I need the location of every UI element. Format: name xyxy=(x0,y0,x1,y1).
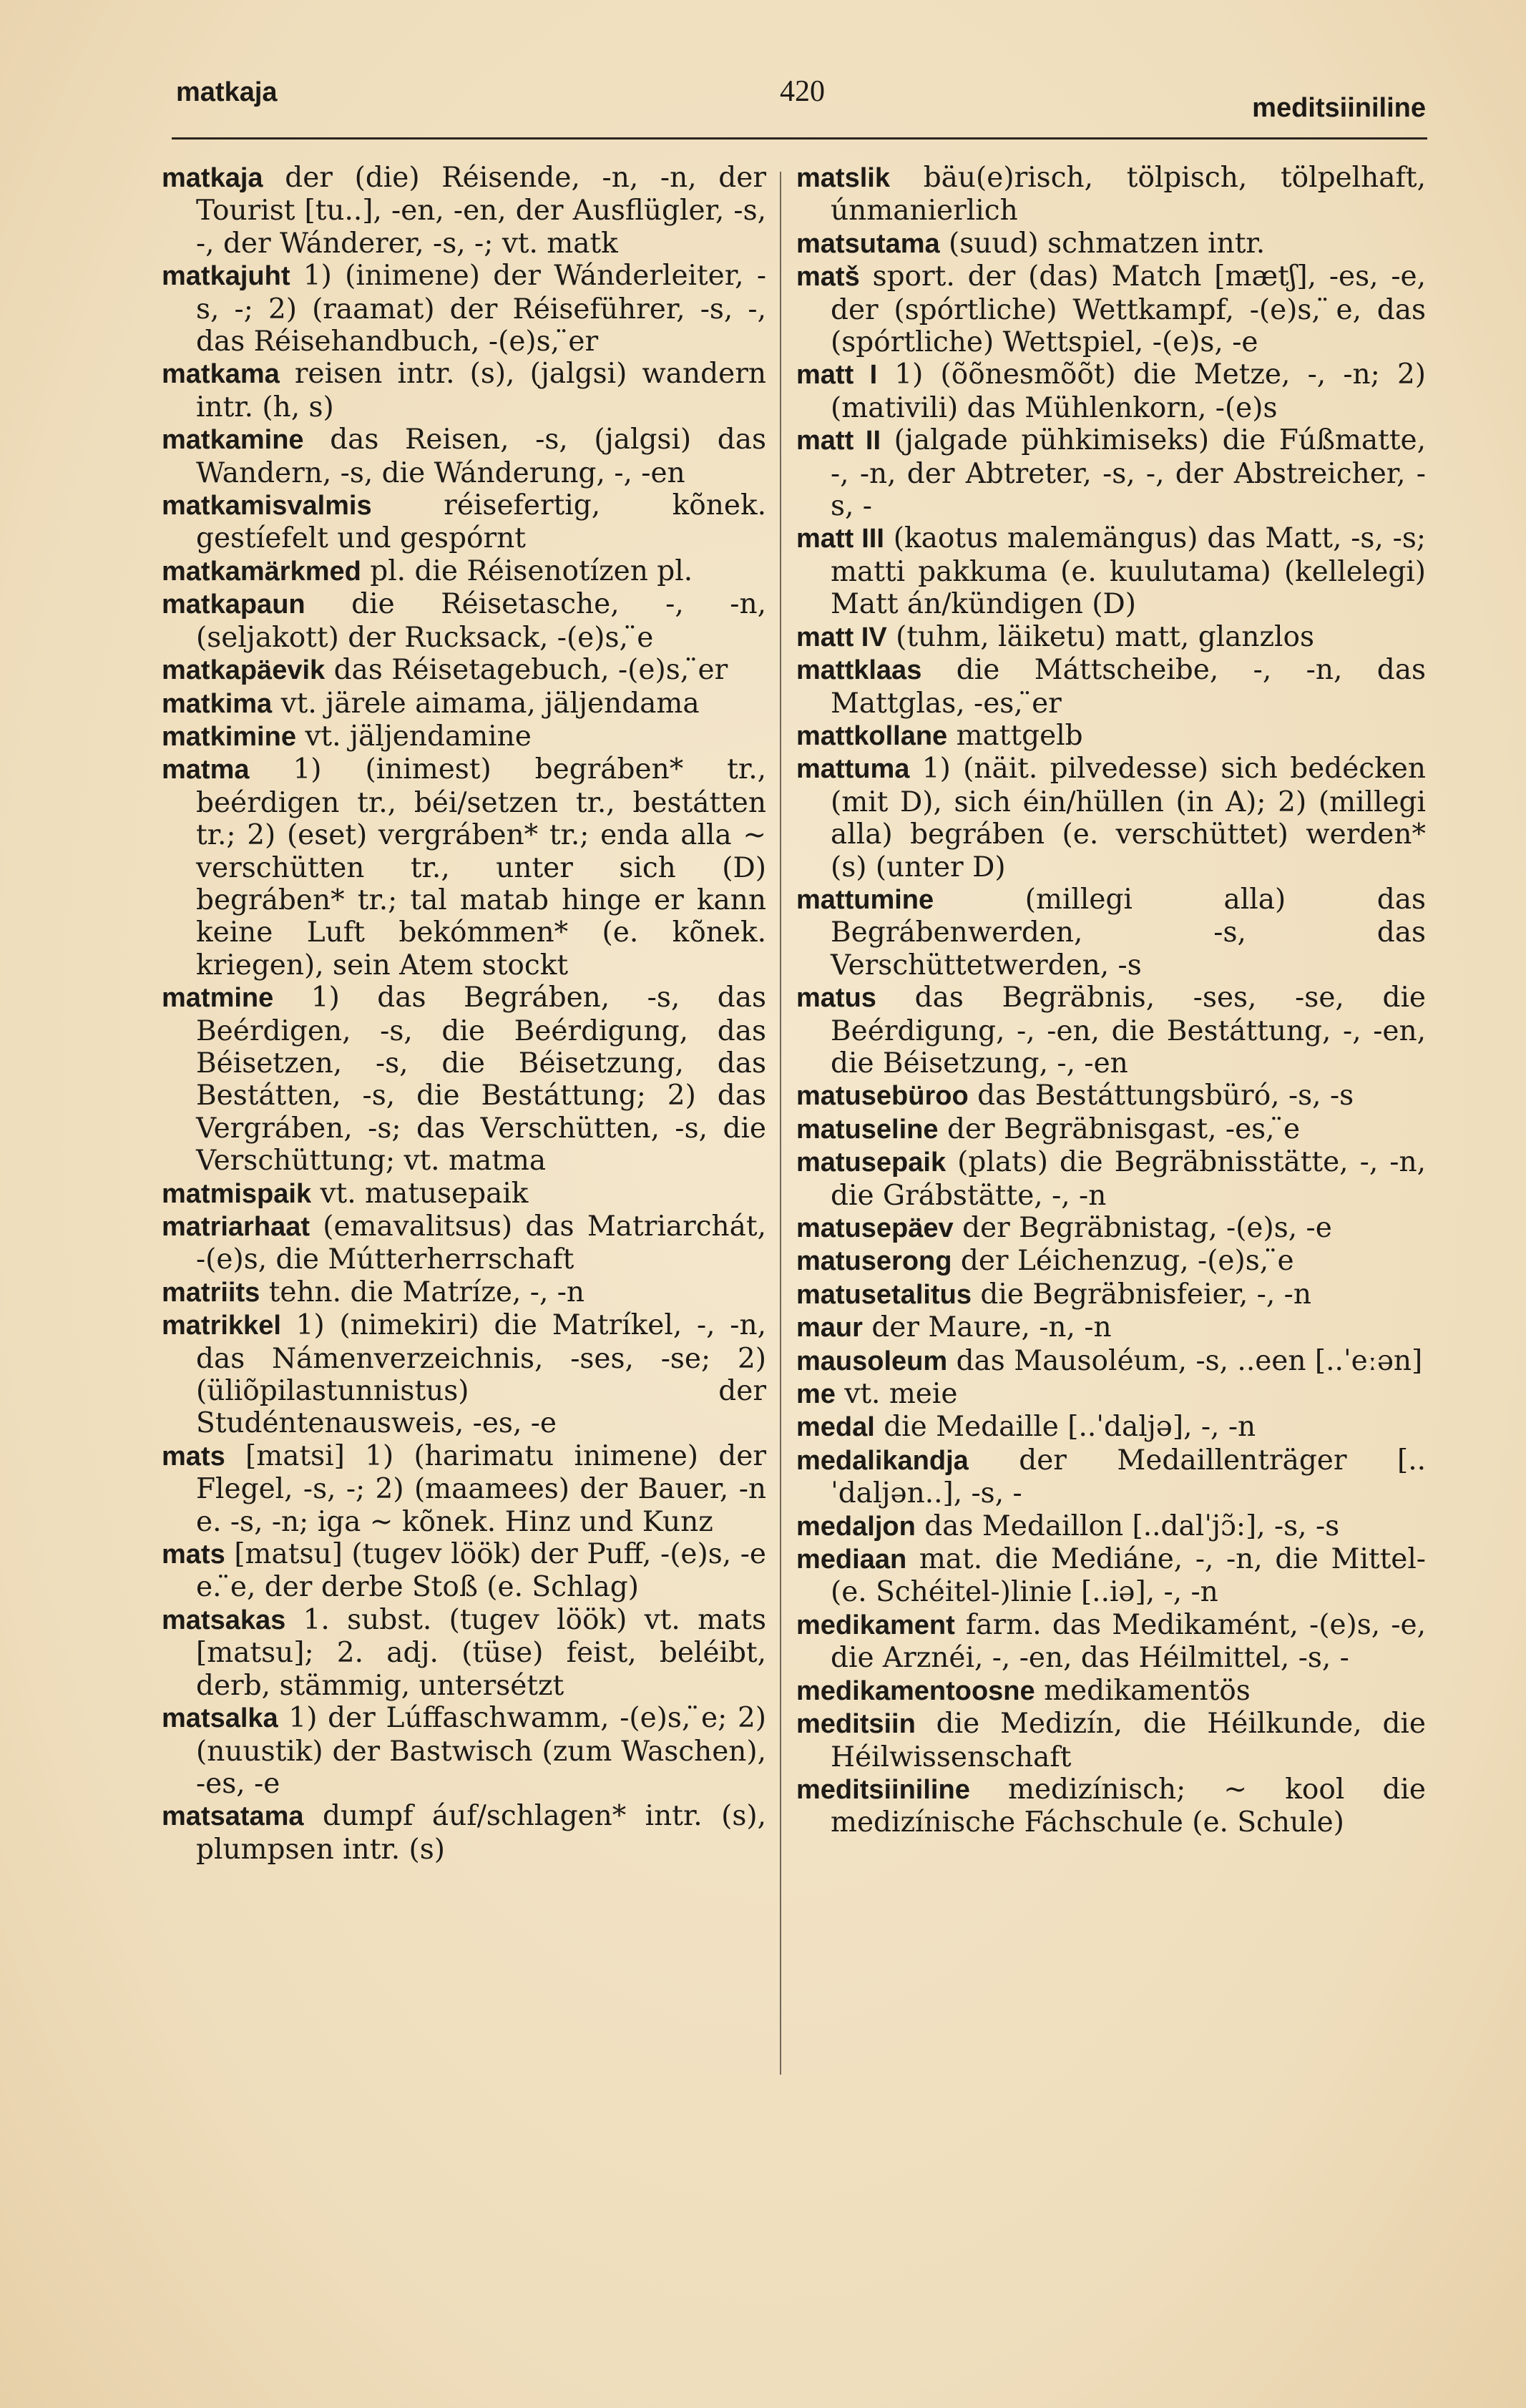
entry-definition: [matsi] 1) (harimatu inimene) der Flegel, -s, -; 2) (maamees) der Bauer, -n e. -s, -n; iga ~ kõnek. Hinz und Kunz xyxy=(196,1439,766,1538)
entry-definition: der Léichenzug, -(e)s, ̈e xyxy=(960,1245,1294,1278)
dictionary-entry xyxy=(796,1543,1426,1609)
entry-definition: der (die) Réisende, -n, -n, der Tourist [tu..], -en, -en, der Ausflügler, -s, -, der Wánderer, -s, -; vt. matk xyxy=(196,162,766,260)
left-column xyxy=(162,162,766,1866)
entry-headword: mats xyxy=(162,1441,225,1472)
entry-headword: meditsiiniline xyxy=(796,1774,970,1805)
entry-headword: medikament xyxy=(796,1610,955,1640)
dictionary-entry xyxy=(796,1245,1426,1278)
entry-definition: 1. subst. (tugev löök) vt. mats [matsu]; 2. adj. (tüse) feist, beléibt, derb, stämmig, untersétzt xyxy=(196,1603,766,1702)
entry-definition: medizínisch; ~ kool die medizínische Fáchschule (e. Schule) xyxy=(831,1773,1426,1839)
header-rule xyxy=(172,137,1427,140)
dictionary-entry xyxy=(162,753,766,982)
entry-definition: vt. matusepaik xyxy=(320,1177,529,1210)
entry-headword: matkamisvalmis xyxy=(162,491,372,522)
dictionary-entry xyxy=(796,1411,1426,1444)
dictionary-entry xyxy=(162,982,766,1177)
entry-definition: farm. das Medikamént, -(e)s, -e, die Arznéi, -, -en, das Héilmittel, -s, - xyxy=(831,1608,1426,1675)
entry-headword: medikamentoosne xyxy=(796,1675,1035,1706)
entry-headword: matt I xyxy=(796,360,878,391)
entry-headword: matkama xyxy=(162,359,280,390)
dictionary-entry xyxy=(162,1276,766,1309)
entry-headword: maur xyxy=(796,1313,863,1344)
entry-headword: mattklaas xyxy=(796,655,922,686)
entry-headword: me xyxy=(796,1379,836,1410)
entry-definition: das Medaillon [..dalˈjɔ̃:], -s, -s xyxy=(924,1509,1340,1542)
entry-headword: matusebüroo xyxy=(796,1081,969,1112)
entry-headword: matusepäev xyxy=(796,1213,954,1243)
dictionary-entry xyxy=(796,1146,1426,1212)
entry-headword: matsakas xyxy=(162,1605,286,1635)
entry-headword: medaljon xyxy=(796,1511,916,1542)
dictionary-entry xyxy=(162,162,766,260)
dictionary-entry xyxy=(796,260,1426,358)
entry-definition: pl. die Réisenotízen pl. xyxy=(370,554,693,587)
entry-headword: matkaja xyxy=(162,163,263,193)
entry-headword: medalikandja xyxy=(796,1445,969,1476)
dictionary-entry xyxy=(162,358,766,424)
dictionary-entry xyxy=(796,1311,1426,1344)
dictionary-entry xyxy=(796,522,1426,620)
entry-definition: dumpf áuf/schlagen* intr. (s), plumpsen intr. (s) xyxy=(196,1800,766,1866)
dictionary-entry xyxy=(162,1538,766,1604)
entry-headword: matkamärkmed xyxy=(162,556,361,587)
entry-definition: 1) das Begráben, -s, das Beérdigen, -s, die Beérdigung, das Béisetzen, -s, die Béisetzung, das Bestátten, -s, die Bestáttung; 2) das Vergráben, -s; das Verschütten, -s, die Verschüttung; vt. matma xyxy=(196,982,766,1178)
dictionary-entry xyxy=(796,753,1426,884)
entry-definition: 1) (inimene) der Wánderleiter, -s, -; 2) (raamat) der Réiseführer, -s, -, das Réisehandbuch, -(e)s, ̈er xyxy=(196,260,766,358)
entry-definition: bäu(e)risch, tölpisch, tölpelhaft, únmanierlich xyxy=(831,162,1426,227)
dictionary-entry xyxy=(796,1675,1426,1708)
entry-definition: tehn. die Matríze, -, -n xyxy=(268,1276,585,1308)
entry-headword: matkimine xyxy=(162,721,296,752)
entry-headword: matkajuht xyxy=(162,261,290,292)
entry-definition: sport. der (das) Match [mætʃ], -es, -e, der (spórtliche) Wettkampf, -(e)s, ̈e, das (spórtliche) Wettspiel, -(e)s, -e xyxy=(831,260,1426,359)
entry-definition: 1) (inimest) begráben* tr., beérdigen tr., béi/setzen tr., bestátten tr.; 2) (eset) vergráben* tr.; enda alla ~ verschütten tr., unter sich (D) begráben* tr.; tal matab hinge er kann keine Luft bekómmen* (e. kõnek. kriegen), sein Atem stockt xyxy=(196,753,766,982)
entry-headword: medal xyxy=(796,1412,875,1443)
entry-headword: matsatama xyxy=(162,1801,304,1832)
entry-definition: 1) der Lúffaschwamm, -(e)s, ̈e; 2) (nuustik) der Bastwisch (zum Waschen), -es, -e xyxy=(196,1702,766,1800)
entry-headword: matkima xyxy=(162,688,273,719)
dictionary-entry xyxy=(162,588,766,654)
dictionary-entry xyxy=(162,1800,766,1866)
entry-definition: (kaotus malemängus) das Matt, -s, -s; matti pakkuma (e. kuulutama) (kellelegi) Matt án/kündigen (D) xyxy=(831,522,1426,621)
entry-headword: matus xyxy=(796,983,876,1014)
dictionary-entry xyxy=(796,424,1426,522)
entry-definition: reisen intr. (s), (jalgsi) wandern intr. (h, s) xyxy=(196,358,766,424)
entry-definition: réisefertig, kõnek. gestíefelt und gespórnt xyxy=(196,489,766,555)
entry-headword: matrikkel xyxy=(162,1311,281,1341)
dictionary-entry xyxy=(796,1345,1426,1378)
dictionary-entry xyxy=(162,720,766,753)
entry-definition: der Medaillenträger [..ˈdaljən..], -s, - xyxy=(831,1444,1426,1510)
dictionary-entry xyxy=(796,1708,1426,1773)
entry-definition: der Maure, -n, -n xyxy=(871,1311,1112,1344)
entry-definition: vt. meie xyxy=(844,1378,958,1411)
entry-headword: mausoleum xyxy=(796,1346,948,1376)
entry-definition: die Medaille [..ˈdaljə], -, -n xyxy=(884,1411,1256,1444)
dictionary-entry xyxy=(796,1113,1426,1146)
entry-headword: matš xyxy=(796,262,860,293)
page-number: 420 xyxy=(780,75,825,108)
entry-headword: mats xyxy=(162,1540,225,1570)
dictionary-entry xyxy=(796,654,1426,720)
entry-definition: (tuhm, läiketu) matt, glanzlos xyxy=(896,620,1315,653)
dictionary-entry xyxy=(162,424,766,489)
entry-definition: das Réisetagebuch, -(e)s, ̈er xyxy=(333,654,728,687)
entry-definition: mattgelb xyxy=(956,719,1083,752)
entry-definition: die Réisetasche, -, -n, (seljakott) der Rucksack, -(e)s, ̈e xyxy=(196,588,766,654)
entry-definition: medikamentös xyxy=(1044,1674,1251,1707)
entry-headword: matsalka xyxy=(162,1703,278,1734)
entry-headword: mattkollane xyxy=(796,720,948,751)
dictionary-entry xyxy=(796,621,1426,654)
dictionary-entry xyxy=(796,1773,1426,1839)
dictionary-entry xyxy=(162,1702,766,1800)
dictionary-entry xyxy=(162,1309,766,1440)
entry-headword: matkamine xyxy=(162,425,304,456)
column-divider xyxy=(780,172,781,2075)
entry-definition: die Begräbnisfeier, -, -n xyxy=(980,1278,1311,1311)
entry-headword: matt III xyxy=(796,524,884,554)
dictionary-entry xyxy=(162,654,766,687)
entry-headword: matkapäevik xyxy=(162,655,326,686)
entry-headword: matma xyxy=(162,755,250,785)
entry-headword: matt IV xyxy=(796,622,887,652)
entry-definition: (emavalitsus) das Matriarchát, -(e)s, die Mútterherrschaft xyxy=(196,1210,766,1276)
dictionary-entry xyxy=(162,1210,766,1276)
dictionary-entry xyxy=(796,982,1426,1080)
entry-definition: [matsu] (tugev löök) der Puff, -(e)s, -e e. ̈e, der derbe Stoß (e. Schlag) xyxy=(196,1538,766,1604)
dictionary-entry xyxy=(796,1080,1426,1112)
dictionary-entry xyxy=(796,1609,1426,1675)
entry-headword: matusepaik xyxy=(796,1147,947,1178)
dictionary-entry xyxy=(796,358,1426,424)
dictionary-entry xyxy=(162,489,766,555)
dictionary-entry xyxy=(796,1510,1426,1543)
dictionary-entry xyxy=(796,1278,1426,1311)
entry-definition: die Medizín, die Héilkunde, die Héilwissenschaft xyxy=(831,1708,1426,1773)
entry-definition: das Mausoléum, -s, ..een [..ˈeːən] xyxy=(956,1344,1423,1377)
dictionary-entry xyxy=(796,884,1426,982)
entry-headword: matslik xyxy=(796,163,890,193)
entry-headword: matuserong xyxy=(796,1246,952,1277)
entry-headword: matriits xyxy=(162,1277,260,1308)
dictionary-entry xyxy=(162,1604,766,1702)
running-head-right: meditsiiniline xyxy=(1252,93,1426,123)
entry-headword: matmispaik xyxy=(162,1178,312,1209)
dictionary-entry xyxy=(162,260,766,358)
right-column xyxy=(796,162,1426,1839)
entry-headword: meditsiin xyxy=(796,1709,916,1740)
entry-definition: 1) (nimekiri) die Matríkel, -, -n, das Námenverzeichnis, -ses, -se; 2) (üliõpilastunnistus) der Studéntenausweis, -es, -e xyxy=(196,1309,766,1440)
entry-definition: mat. die Mediáne, -, -n, die Mittel- (e. Schéitel-)linie [..iə], -, -n xyxy=(831,1543,1426,1609)
entry-headword: mattuma xyxy=(796,754,910,785)
entry-definition: (plats) die Begräbnisstätte, -, -n, die Grábstätte, -, -n xyxy=(831,1146,1426,1212)
entry-headword: mattumine xyxy=(796,884,934,915)
entry-headword: matkapaun xyxy=(162,589,305,620)
entry-definition: die Máttscheibe, -, -n, das Mattglas, -es, ̈er xyxy=(831,654,1426,720)
entry-definition: das Begräbnis, -ses, -se, die Beérdigung, -, -en, die Bestáttung, -, -en, die Béisetzung, -, -en xyxy=(831,982,1426,1080)
entry-definition: das Bestáttungsbüró, -s, -s xyxy=(977,1080,1354,1112)
entry-headword: matsutama xyxy=(796,228,940,259)
dictionary-entry xyxy=(796,720,1426,753)
entry-definition: 1) (näit. pilvedesse) sich bedécken (mit D), sich éin/hüllen (in A); 2) (millegi alla) begráben (e. verschüttet) werden* (s) (unter D) xyxy=(831,753,1426,884)
entry-definition: (jalgade pühkimiseks) die Fúßmatte, -, -n, der Abtreter, -s, -, der Abstreicher, -s, - xyxy=(831,424,1427,523)
entry-definition: vt. järele aimama, jäljendama xyxy=(280,687,700,720)
dictionary-entry xyxy=(796,162,1426,227)
dictionary-entry xyxy=(162,1178,766,1210)
dictionary-entry xyxy=(796,227,1426,260)
dictionary-entry xyxy=(162,687,766,720)
entry-headword: matriarhaat xyxy=(162,1212,310,1242)
entry-definition: der Begräbnistag, -(e)s, -e xyxy=(962,1212,1332,1244)
entry-headword: matuseline xyxy=(796,1114,939,1145)
entry-headword: matusetalitus xyxy=(796,1279,972,1310)
running-head-left: matkaja xyxy=(176,77,278,107)
entry-definition: vt. jäljendamine xyxy=(305,720,532,753)
dictionary-entry xyxy=(796,1378,1426,1411)
dictionary-entry xyxy=(162,1440,766,1538)
entry-definition: (suud) schmatzen intr. xyxy=(949,227,1266,260)
entry-definition: das Reisen, -s, (jalgsi) das Wandern, -s, die Wánderung, -, -en xyxy=(196,424,766,489)
entry-headword: mediaan xyxy=(796,1545,907,1575)
dictionary-entry xyxy=(796,1212,1426,1245)
entry-definition: der Begräbnisgast, -es, ̈e xyxy=(947,1112,1301,1145)
entry-headword: matt II xyxy=(796,426,881,456)
entry-headword: matmine xyxy=(162,983,274,1014)
dictionary-entry xyxy=(796,1444,1426,1510)
entry-definition: (millegi alla) das Begrábenwerden, -s, das Verschüttetwerden, -s xyxy=(831,883,1426,982)
dictionary-entry xyxy=(162,555,766,588)
entry-definition: 1) (õõnesmõõt) die Metze, -, -n; 2) (mativili) das Mühlenkorn, -(e)s xyxy=(831,358,1426,424)
